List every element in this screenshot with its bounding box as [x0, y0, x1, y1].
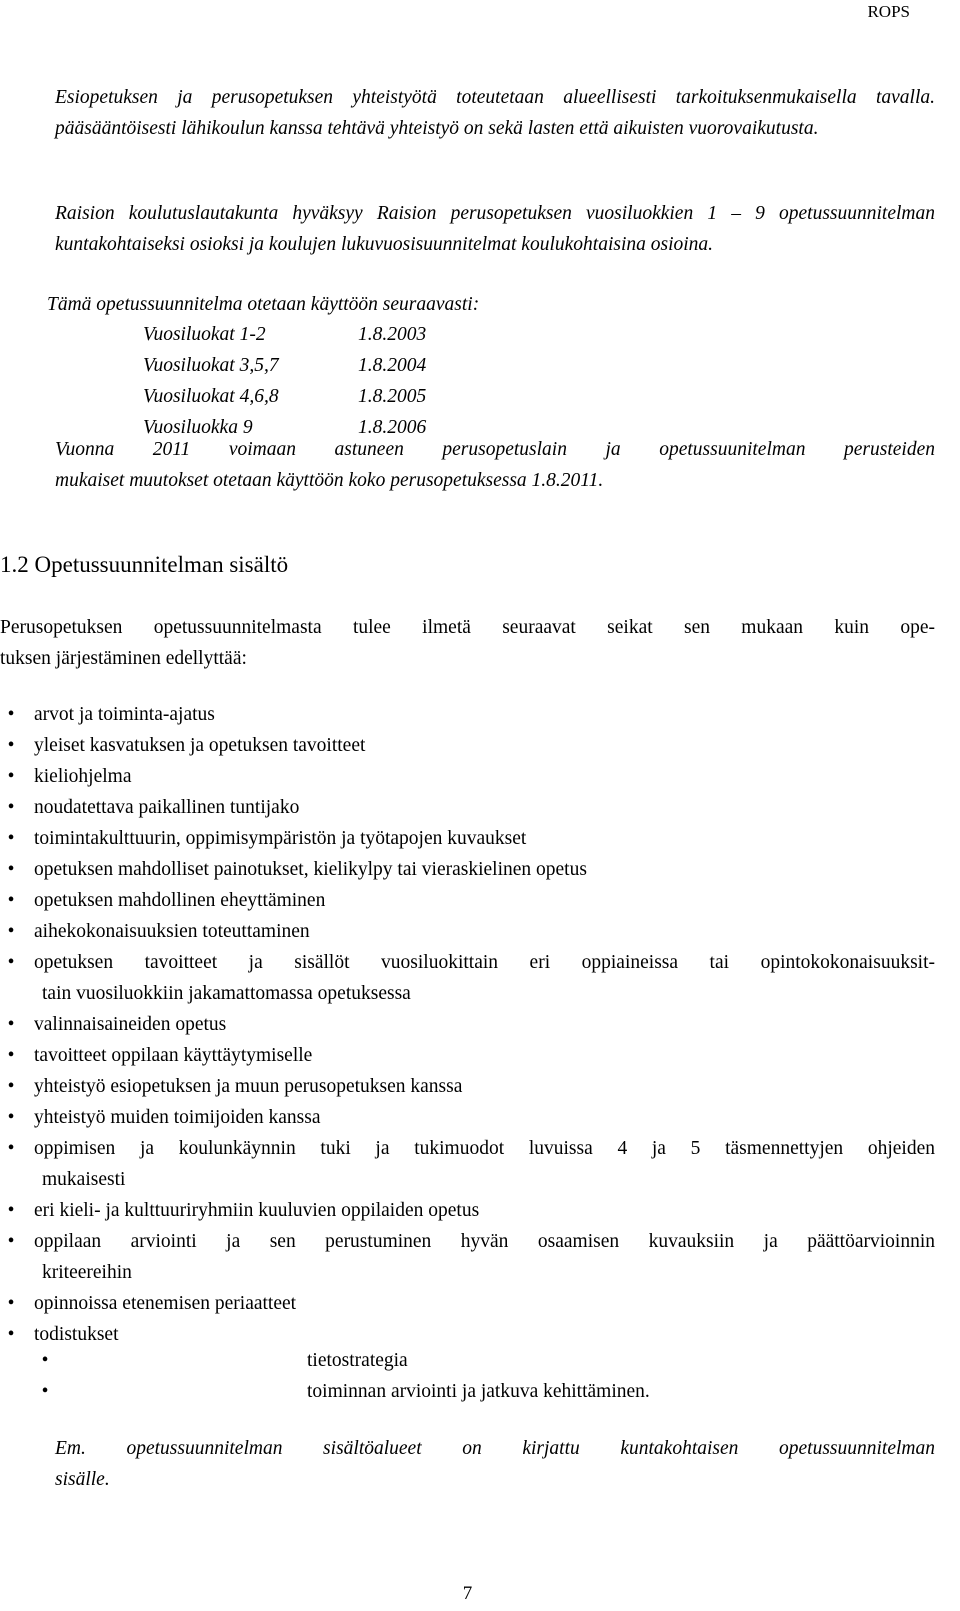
sub-list-item-text: tietostrategia: [307, 1350, 408, 1371]
contents-list: [0, 699, 935, 1350]
closing-note: [55, 1433, 935, 1495]
schedule-date: 1.8.2004: [358, 355, 427, 376]
bullet-icon: •: [7, 1138, 15, 1159]
bullet-icon: •: [7, 1324, 15, 1345]
list-item-text: valinnaisaineiden opetus: [34, 1014, 227, 1035]
list-item: [0, 947, 935, 1009]
intro-paragraph-cooperation: Esiopetuksen ja perusopetuksen yhteistyötä toteutetaan alueellisesti tarkoituksenmukaisella tavalla. pääsääntöisesti lähikoulun kanssa tehtävä yhteistyö on sekä lasten että aikuisten vuorovaikutusta.: [55, 87, 935, 139]
closing-note-line: Em. opetussuunnitelman sisältöalueet on kirjattu kuntakohtaisen opetussuunnitelman: [55, 1438, 935, 1459]
list-item: [0, 1102, 935, 1133]
law-change-paragraph: [55, 434, 935, 496]
bullet-icon: •: [41, 1350, 49, 1371]
sub-list-item: [0, 1376, 650, 1407]
list-item: [0, 1040, 935, 1071]
list-item: [0, 1288, 935, 1319]
bullet-icon: •: [7, 797, 15, 818]
bullet-icon: •: [41, 1381, 49, 1402]
list-item-text: arvot ja toiminta-ajatus: [34, 704, 215, 725]
law-change-line: Vuonna 2011 voimaan astuneen perusopetuslain ja opetussuunitelman perusteiden: [55, 439, 935, 460]
bullet-icon: •: [7, 1293, 15, 1314]
bullet-icon: •: [7, 735, 15, 756]
list-item-text: eri kieli- ja kulttuuriryhmiin kuuluvien oppilaiden opetus: [34, 1200, 480, 1221]
list-item: [0, 699, 935, 730]
list-item: [0, 885, 935, 916]
list-item-text: opinnoissa etenemisen periaatteet: [34, 1293, 297, 1314]
list-item-text: noudatettava paikallinen tuntijako: [34, 797, 300, 818]
bullet-icon: •: [7, 1107, 15, 1128]
closing-note-line: sisälle.: [55, 1469, 110, 1490]
list-item-text: opetuksen tavoitteet ja sisällöt vuosiluokittain eri oppiaineissa tai opintokokonaisuuksit-: [34, 952, 935, 973]
schedule-grades: Vuosiluokat 3,5,7: [143, 355, 279, 376]
bullet-icon: •: [7, 859, 15, 880]
page-number: 7: [462, 1583, 473, 1604]
list-item-text: oppimisen ja koulunkäynnin tuki ja tukimuodot luvuissa 4 ja 5 täsmennettyjen ohjeiden: [34, 1138, 935, 1159]
schedule-row: [143, 381, 426, 412]
schedule-date: 1.8.2003: [358, 324, 427, 345]
bullet-icon: •: [7, 890, 15, 911]
sub-list-item: [0, 1345, 650, 1376]
bullet-icon: •: [7, 828, 15, 849]
list-item: [0, 916, 935, 947]
list-item: [0, 1195, 935, 1226]
sub-list: [0, 1345, 650, 1407]
bullet-icon: •: [7, 1045, 15, 1066]
list-item: [0, 730, 935, 761]
list-item: [0, 1009, 935, 1040]
bullet-icon: •: [7, 1200, 15, 1221]
list-item: [0, 1226, 935, 1288]
bullet-icon: •: [7, 766, 15, 787]
list-item: [0, 823, 935, 854]
list-item: [0, 761, 935, 792]
list-item-text: yhteistyö esiopetuksen ja muun perusopetuksen kanssa: [34, 1076, 463, 1097]
list-item: [0, 792, 935, 823]
list-item-text: yhteistyö muiden toimijoiden kanssa: [34, 1107, 321, 1128]
list-item-text: yleiset kasvatuksen ja opetuksen tavoitteet: [34, 735, 366, 756]
schedule-date: 1.8.2006: [358, 417, 427, 438]
list-item-text: opetuksen mahdollinen eheyttäminen: [34, 890, 326, 911]
schedule-date: 1.8.2005: [358, 386, 427, 407]
intro-paragraph-schedule-lead: Tämä opetussuunnitelma otetaan käyttöön seuraavasti:: [47, 294, 480, 315]
list-item-text-continued: kriteereihin: [42, 1262, 132, 1283]
schedule-row: [143, 350, 426, 381]
schedule-grades: Vuosiluokat 4,6,8: [143, 386, 279, 407]
list-item: [0, 1133, 935, 1195]
list-item: [0, 1071, 935, 1102]
list-item-text: kieliohjelma: [34, 766, 132, 787]
section-intro-line: Perusopetuksen opetussuunnitelmasta tulee ilmetä seuraavat seikat sen mukaan kuin ope-: [0, 617, 935, 638]
schedule-grades: Vuosiluokka 9: [143, 417, 253, 438]
sub-list-item-text: toiminnan arviointi ja jatkuva kehittäminen.: [307, 1381, 650, 1402]
section-intro-paragraph: [0, 612, 935, 674]
bullet-icon: •: [7, 1014, 15, 1035]
schedule-row: [143, 319, 426, 350]
section-intro-line: tuksen järjestäminen edellyttää:: [0, 648, 247, 669]
running-header: ROPS: [867, 2, 910, 21]
schedule-grades: Vuosiluokat 1-2: [143, 324, 266, 345]
list-item: [0, 854, 935, 885]
law-change-line: mukaiset muutokset otetaan käyttöön koko perusopetuksessa 1.8.2011.: [55, 470, 604, 491]
bullet-icon: •: [7, 704, 15, 725]
schedule-table: [143, 319, 426, 443]
list-item-text: toimintakulttuurin, oppimisympäristön ja työtapojen kuvaukset: [34, 828, 527, 849]
bullet-icon: •: [7, 921, 15, 942]
list-item-text-continued: mukaisesti: [42, 1169, 126, 1190]
section-heading: 1.2 Opetussuunnitelman sisältö: [0, 552, 289, 577]
intro-paragraph-approval: Raision koulutuslautakunta hyväksyy Raision perusopetuksen vuosiluokkien 1 – 9 opetussuunnitelman kuntakohtaiseksi osioksi ja koulujen lukuvuosisuunnitelmat koulukohtaisina osioina.: [55, 203, 935, 255]
list-item-text: tavoitteet oppilaan käyttäytymiselle: [34, 1045, 313, 1066]
bullet-icon: •: [7, 952, 15, 973]
bullet-icon: •: [7, 1076, 15, 1097]
list-item-text: aihekokonaisuuksien toteuttaminen: [34, 921, 310, 942]
bullet-icon: •: [7, 1231, 15, 1252]
list-item-text: oppilaan arviointi ja sen perustuminen hyvän osaamisen kuvauksiin ja päättöarvioinnin: [34, 1231, 935, 1252]
list-item-text: opetuksen mahdolliset painotukset, kielikylpy tai vieraskielinen opetus: [34, 859, 587, 880]
list-item-text: todistukset: [34, 1324, 119, 1345]
list-item-text-continued: tain vuosiluokkiin jakamattomassa opetuksessa: [42, 983, 411, 1004]
